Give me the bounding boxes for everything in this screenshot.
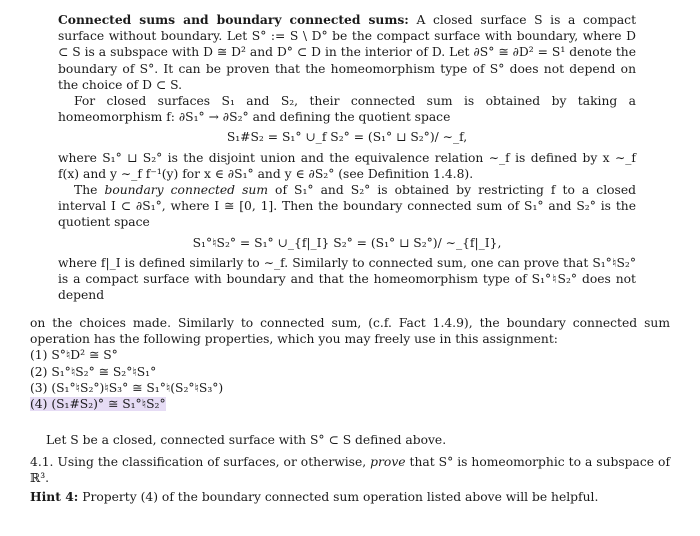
question-prove: prove [370,455,406,470]
section-heading: Connected sums and boundary connected sums: [58,12,409,27]
connected-sum-paragraph: For closed surfaces S₁ and S₂, their connected sum is obtained by taking a homeomorphism f: ∂S₁° → ∂S₂° and defining the quotient space [58,94,636,125]
property-item: (2) S₁°♮S₂° ≅ S₂°♮S₁° [30,364,157,379]
setup-sentence: Let S be a closed, connected surface with S° ⊂ S defined above. [46,433,447,447]
property-item: (3) (S₁°♮S₂°)♮S₃° ≅ S₁°♮(S₂°♮S₃°) [30,380,224,395]
question-pre: Using the classification of surfaces, or otherwise, [53,455,371,470]
property-item: (1) S°♮D² ≅ S° [30,348,118,363]
properties-block [30,315,670,412]
question-number: 4.1. [30,455,54,470]
intro-paragraph [58,12,636,93]
equivalence-paragraph: where S₁° ⊔ S₂° is the disjoint union and the equivalence relation ∼_f is defined by x ∼_f f(x) and y ∼_f f⁻¹(y) for x ∈ ∂S₁° and y ∈ ∂S₂° (see Definition 1.4.8). [58,150,636,181]
definition-block [58,12,636,303]
intro-text: A closed surface S is a compact surface without boundary. Let S° := S \ D° be the compact surface with boundary, where D ⊂ S is a subspace with D ≅ D² and D° ⊂ D in the interior of D. Let ∂S° ≅ ∂D² = S¹ denote the boundary of S°. It can be proven that the homeomorphism type of S° does not depend on the choice of D ⊂ S. [58,13,637,92]
restriction-paragraph: where f|_I is defined similarly to ∼_f. Similarly to connected sum, one can prove that S₁°♮S₂° is a compact surface with boundary and that the homeomorphism type of S₁°♮S₂° does not depend [58,255,636,303]
boundary-sum-paragraph [58,182,636,231]
hint-text: Property (4) of the boundary connected sum operation listed above will be helpful. [78,489,599,504]
question-paragraph [30,454,670,486]
properties-intro: on the choices made. Similarly to connected sum, (c.f. Fact 1.4.9), the boundary connected sum operation has the following properties, which you may freely use in this assignment: [30,316,670,347]
boundary-sum-equation: S₁°♮S₂° = S₁° ∪_{f|_I} S₂° = (S₁° ⊔ S₂°)/ ∼_{f|_I}, [192,235,502,250]
boundary-sum-term: boundary connected sum [104,183,268,198]
question-post: that S° is homeomorphic to a subspace of ℝ³. [30,455,670,486]
hint-paragraph [30,489,670,505]
properties-list [30,347,670,412]
property-item [30,396,670,412]
boundary-sum-post: of S₁° and S₂° is obtained by restricting f to a closed interval I ⊂ ∂S₁°, where I ≅ [0, 1]. Then the boundary connected sum of S₁° and S₂° is the quotient space [58,183,636,230]
highlighted-property: (4) (S₁#S₂)° ≅ S₁°♮S₂° [30,397,166,412]
hint-label: Hint 4: [30,488,79,504]
connected-sum-equation: S₁#S₂ = S₁° ∪_f S₂° = (S₁° ⊔ S₂°)/ ∼_f, [226,130,468,145]
exercise-block [30,432,670,505]
boundary-sum-pre: The [74,183,105,198]
